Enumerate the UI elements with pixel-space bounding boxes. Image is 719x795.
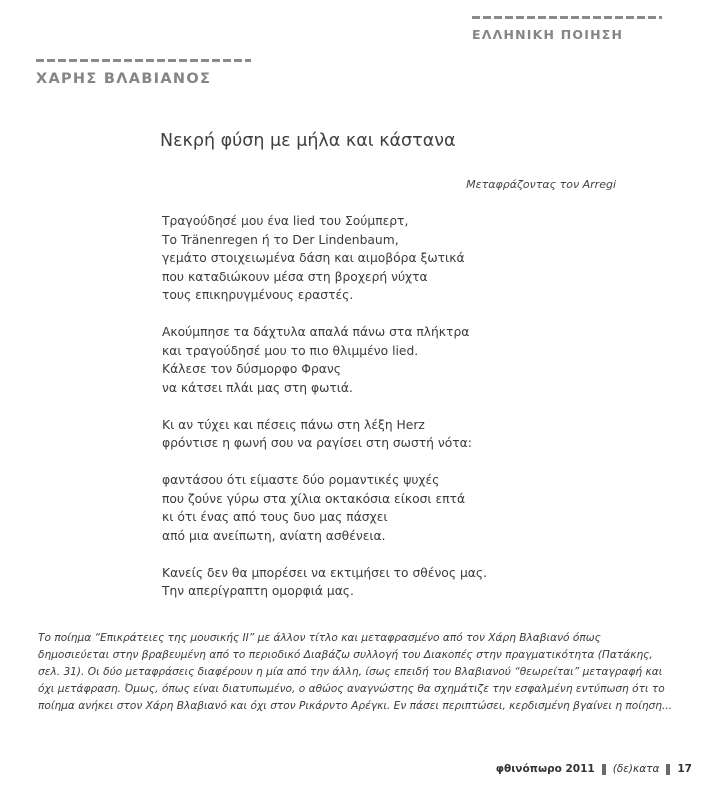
poem-line: Τραγούδησέ μου ένα lied του Σούμπερτ, <box>162 214 409 228</box>
dashed-rule <box>472 16 662 19</box>
magazine-name: (δε)κατα <box>612 763 660 775</box>
poem-line: φαντάσου ότι είμαστε δύο ρομαντικές ψυχές <box>162 473 440 487</box>
page-number: 17 <box>677 763 692 775</box>
poem-dedication: Μεταφράζοντας τον Arregi <box>466 178 616 191</box>
poem-line: τους επικηρυγμένους εραστές. <box>162 288 354 302</box>
poem-line: από μια ανείπωτη, ανίατη ασθένεια. <box>162 528 386 543</box>
author-name: ΧΑΡΗΣ ΒΛΑΒΙΑΝΟΣ <box>36 71 212 87</box>
poem-line: και τραγούδησέ μου το πιο θλιμμένο lied. <box>162 343 419 358</box>
poem-line: Κάλεσε τον δύσμορφο Φρανς <box>162 362 341 376</box>
poem-line: που καταδιώκουν μέσα στη βροχερή νύχτα <box>162 269 428 284</box>
poem-title: Νεκρή φύση με μήλα και κάστανα <box>160 131 456 151</box>
poem-line: Κι αν τύχει και πέσεις πάνω στη λέξη Herz <box>162 417 425 432</box>
author-header <box>36 59 251 87</box>
poem-line: Κανείς δεν θα μπορέσει να εκτιμήσει το σθένος μας. <box>162 565 488 580</box>
poem-body <box>162 212 487 619</box>
section-header <box>472 16 662 42</box>
footnote-line: Το ποίημα “Επικράτειες της μουσικής II” με άλλον τίτλο και μεταφρασμένο από τον Χάρη Βλαβιανό όπως <box>38 632 601 644</box>
separator-bar-icon <box>602 764 606 775</box>
dashed-rule <box>36 59 251 62</box>
footnote-line: σελ. 31). Οι δύο μεταφράσεις διαφέρουν η μία από την άλλη, ίσως επειδή του Βλαβιανού “θεωρείται” μεταγραφή και <box>38 666 663 678</box>
stanza <box>162 212 487 305</box>
poem-line: γεμάτο στοιχειωμένα δάση και αιμοβόρα ξωτικά <box>162 251 465 265</box>
poem-line: κι ότι ένας από τους δυο μας πάσχει <box>162 510 388 524</box>
issue-season: φθινόπωρο 2011 <box>495 763 595 775</box>
poem-line: Ακούμπησε τα δάχτυλα απαλά πάνω στα πλήκτρα <box>162 325 470 339</box>
page-footer <box>496 763 692 775</box>
footnote <box>38 630 683 715</box>
stanza <box>162 471 487 545</box>
stanza <box>162 323 487 397</box>
separator-bar-icon <box>666 764 670 775</box>
footnote-line: δημοσιεύεται στην βραβευμένη από το περιοδικό Διαβάζω συλλογή του Διακοπές στην πραγματικότητα (Πατάκης, <box>38 649 653 661</box>
footnote-line: ποίημα ανήκει στον Χάρη Βλαβιανό και όχι στον Ρικάρντο Αρέγκι. Εν πάσει περιπτώσει, κερδισμένη βγαίνει η ποίηση... <box>38 700 673 712</box>
poem-line: που ζούνε γύρω στα χίλια οκτακόσια είκοσι επτά <box>162 491 466 506</box>
footnote-line: όχι μετάφραση. Όμως, όπως είναι διατυπωμένο, ο αθώος αναγνώστης θα σχημάτιζε την εσφαλμένη εντύπωση ότι το <box>38 683 665 695</box>
poem-line: Το Tränenregen ή το Der Lindenbaum, <box>162 232 399 247</box>
poem-line: να κάτσει πλάι μας στη φωτιά. <box>162 380 353 395</box>
section-name: ΕΛΛΗΝΙΚΗ ΠΟΙΗΣΗ <box>472 27 624 42</box>
poem-line: Την απερίγραπτη ομορφιά μας. <box>162 584 354 598</box>
stanza <box>162 564 487 601</box>
poem-line: φρόντισε η φωνή σου να ραγίσει στη σωστή νότα: <box>162 436 472 450</box>
stanza <box>162 416 487 453</box>
